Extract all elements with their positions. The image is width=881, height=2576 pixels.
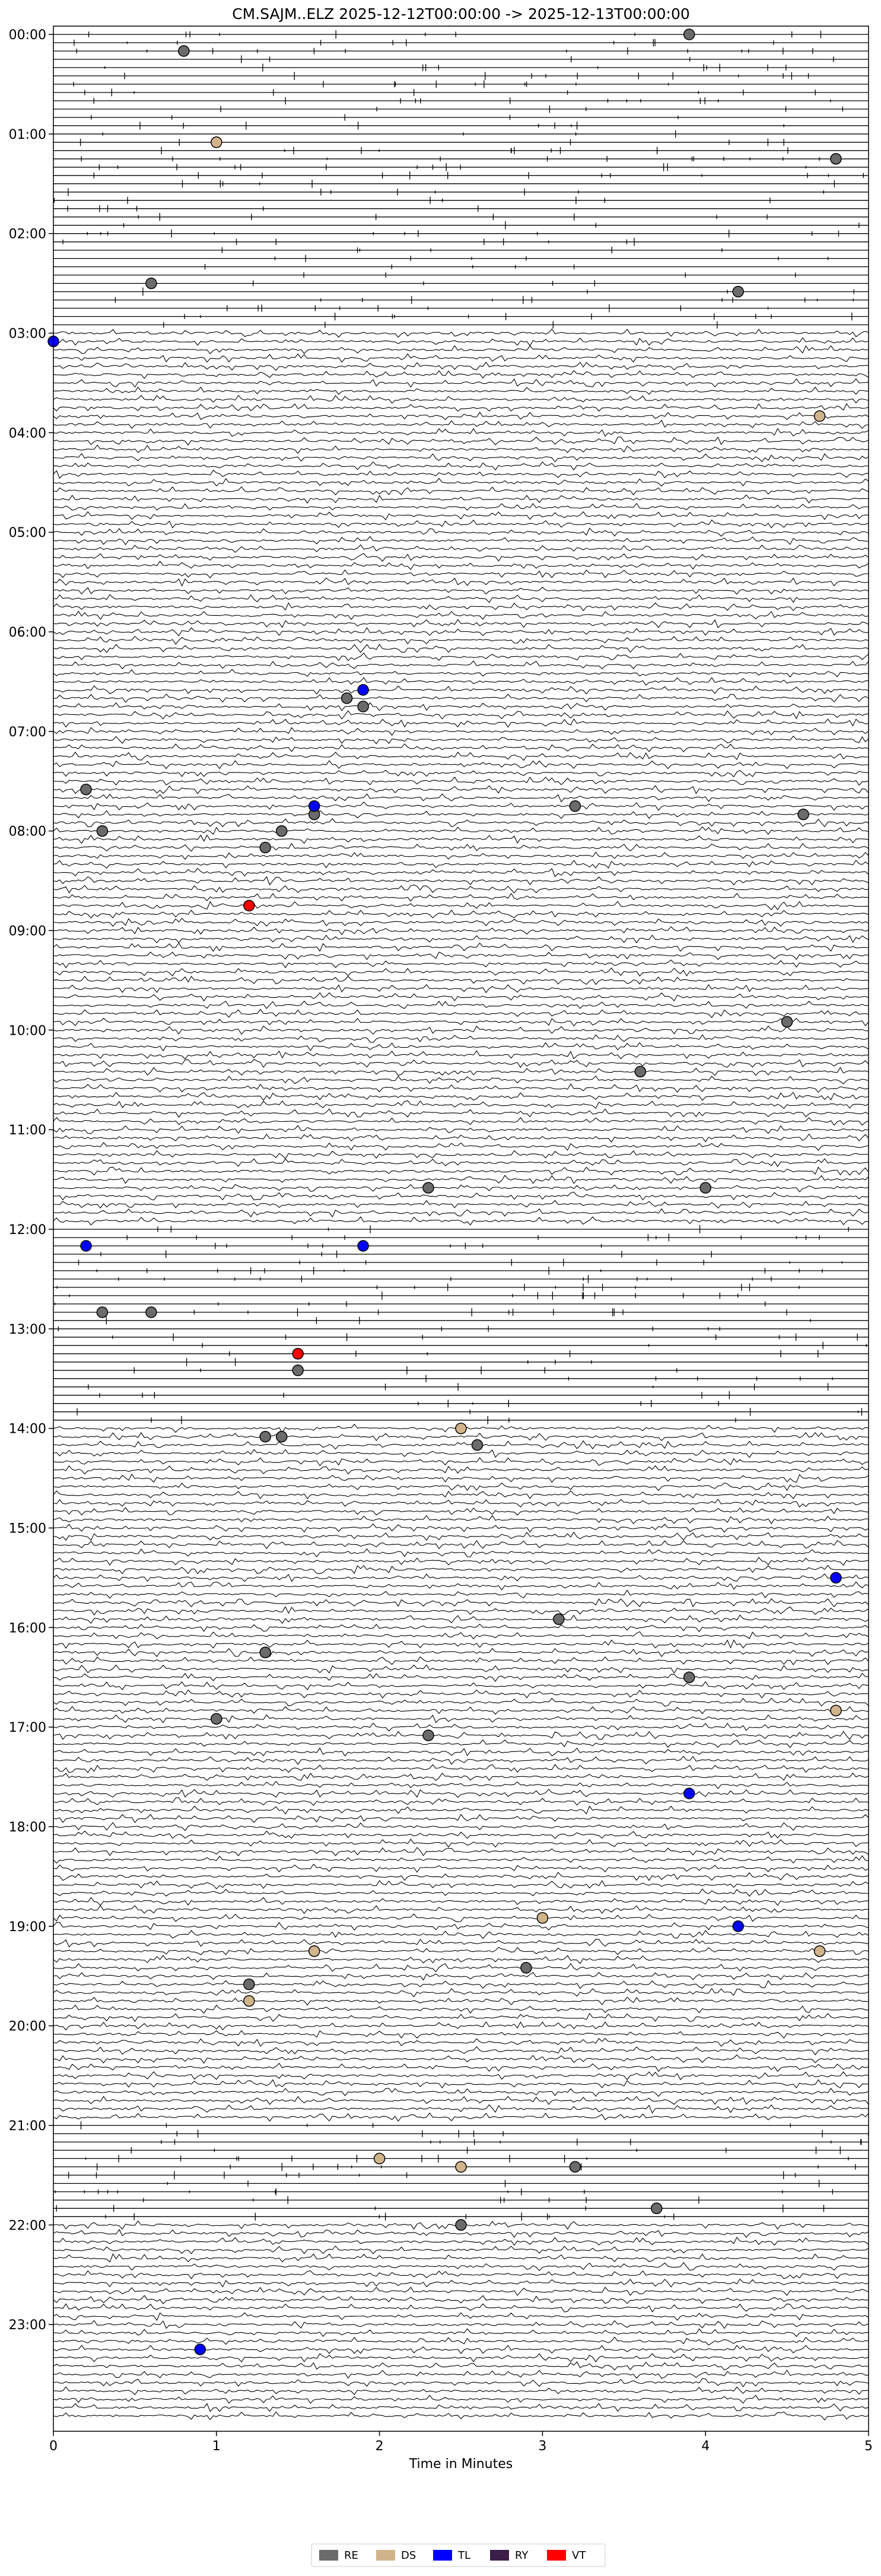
legend-swatch: [319, 2550, 338, 2561]
event-marker: [309, 1946, 320, 1957]
event-marker: [831, 154, 841, 164]
event-marker: [423, 1730, 434, 1741]
legend-label: VT: [572, 2549, 586, 2562]
event-marker: [260, 1432, 271, 1442]
event-marker: [733, 287, 743, 297]
event-marker: [276, 1432, 287, 1442]
event-marker: [309, 801, 320, 812]
y-tick-label: 12:00: [8, 1222, 46, 1238]
event-marker: [700, 1182, 711, 1193]
event-marker: [260, 1647, 271, 1658]
event-marker: [423, 1182, 434, 1193]
y-tick-label: 22:00: [8, 2218, 46, 2234]
y-tick-label: 20:00: [8, 2019, 46, 2034]
y-tick-label: 04:00: [8, 426, 46, 441]
y-tick-label: 11:00: [8, 1123, 46, 1138]
event-marker: [472, 1440, 483, 1451]
event-marker: [81, 784, 91, 795]
event-marker: [81, 1241, 91, 1251]
y-tick-label: 07:00: [8, 724, 46, 740]
event-marker: [831, 1705, 841, 1716]
event-marker: [260, 842, 271, 853]
legend-label: TL: [458, 2549, 471, 2562]
event-marker: [815, 411, 825, 421]
event-marker: [635, 1066, 645, 1077]
event-marker: [570, 801, 580, 812]
event-marker: [97, 1307, 107, 1318]
legend-label: RY: [515, 2549, 529, 2562]
y-tick-label: 17:00: [8, 1720, 46, 1736]
y-tick-label: 13:00: [8, 1322, 46, 1337]
event-marker: [97, 826, 107, 837]
event-marker: [342, 693, 352, 704]
event-marker: [684, 29, 695, 40]
event-marker: [521, 1963, 532, 1973]
x-tick-label: 1: [212, 2439, 221, 2454]
event-marker: [244, 901, 255, 911]
event-marker: [146, 1307, 157, 1318]
event-marker: [651, 2203, 662, 2214]
x-tick-label: 5: [864, 2439, 873, 2454]
legend-label: DS: [401, 2549, 416, 2562]
event-marker: [276, 826, 287, 837]
x-axis-label: Time in Minutes: [409, 2457, 513, 2472]
legend: [311, 2544, 605, 2567]
x-tick-label: 2: [375, 2439, 384, 2454]
event-marker: [244, 1996, 255, 2006]
x-tick-label: 3: [538, 2439, 547, 2454]
y-tick-label: 09:00: [8, 924, 46, 939]
event-marker: [358, 701, 368, 712]
y-tick-label: 18:00: [8, 1820, 46, 1835]
y-tick-label: 10:00: [8, 1023, 46, 1039]
legend-swatch: [433, 2550, 452, 2561]
y-tick-label: 01:00: [8, 127, 46, 142]
event-marker: [798, 809, 809, 820]
event-marker: [831, 1572, 841, 1583]
event-marker: [684, 1788, 695, 1799]
event-marker: [292, 1349, 303, 1359]
chart-title: CM.SAJM..ELZ 2025-12-12T00:00:00 -> 2025-12-13T00:00:00: [232, 5, 690, 23]
y-tick-label: 14:00: [8, 1421, 46, 1437]
event-marker: [733, 1921, 743, 1932]
y-tick-label: 23:00: [8, 2318, 46, 2333]
event-marker: [292, 1365, 303, 1376]
legend-swatch: [547, 2550, 566, 2561]
y-tick-label: 21:00: [8, 2119, 46, 2134]
y-tick-label: 16:00: [8, 1621, 46, 1636]
y-tick-label: 06:00: [8, 625, 46, 640]
y-tick-label: 19:00: [8, 1919, 46, 1935]
event-marker: [195, 2344, 205, 2355]
event-marker: [537, 1913, 548, 1923]
event-marker: [570, 2161, 580, 2172]
event-marker: [554, 1614, 564, 1624]
x-tick-label: 4: [701, 2439, 710, 2454]
event-marker: [244, 1979, 255, 1990]
event-marker: [782, 1016, 793, 1027]
x-tick-label: 0: [49, 2439, 58, 2454]
y-tick-label: 15:00: [8, 1521, 46, 1537]
event-marker: [456, 1423, 466, 1434]
event-marker: [684, 1672, 695, 1683]
y-tick-label: 03:00: [8, 326, 46, 342]
legend-swatch: [376, 2550, 395, 2561]
y-tick-label: 00:00: [8, 28, 46, 43]
legend-swatch: [490, 2550, 509, 2561]
event-marker: [815, 1946, 825, 1957]
y-tick-label: 05:00: [8, 526, 46, 541]
event-marker: [374, 2153, 385, 2164]
event-marker: [146, 278, 157, 289]
event-marker: [211, 137, 222, 148]
event-marker: [211, 1713, 222, 1724]
event-marker: [179, 46, 189, 56]
event-marker: [456, 2161, 466, 2172]
event-marker: [358, 685, 368, 695]
event-marker: [456, 2219, 466, 2230]
legend-label: RE: [344, 2549, 358, 2562]
y-tick-label: 02:00: [8, 227, 46, 242]
event-marker: [358, 1241, 368, 1251]
y-tick-label: 08:00: [8, 824, 46, 839]
